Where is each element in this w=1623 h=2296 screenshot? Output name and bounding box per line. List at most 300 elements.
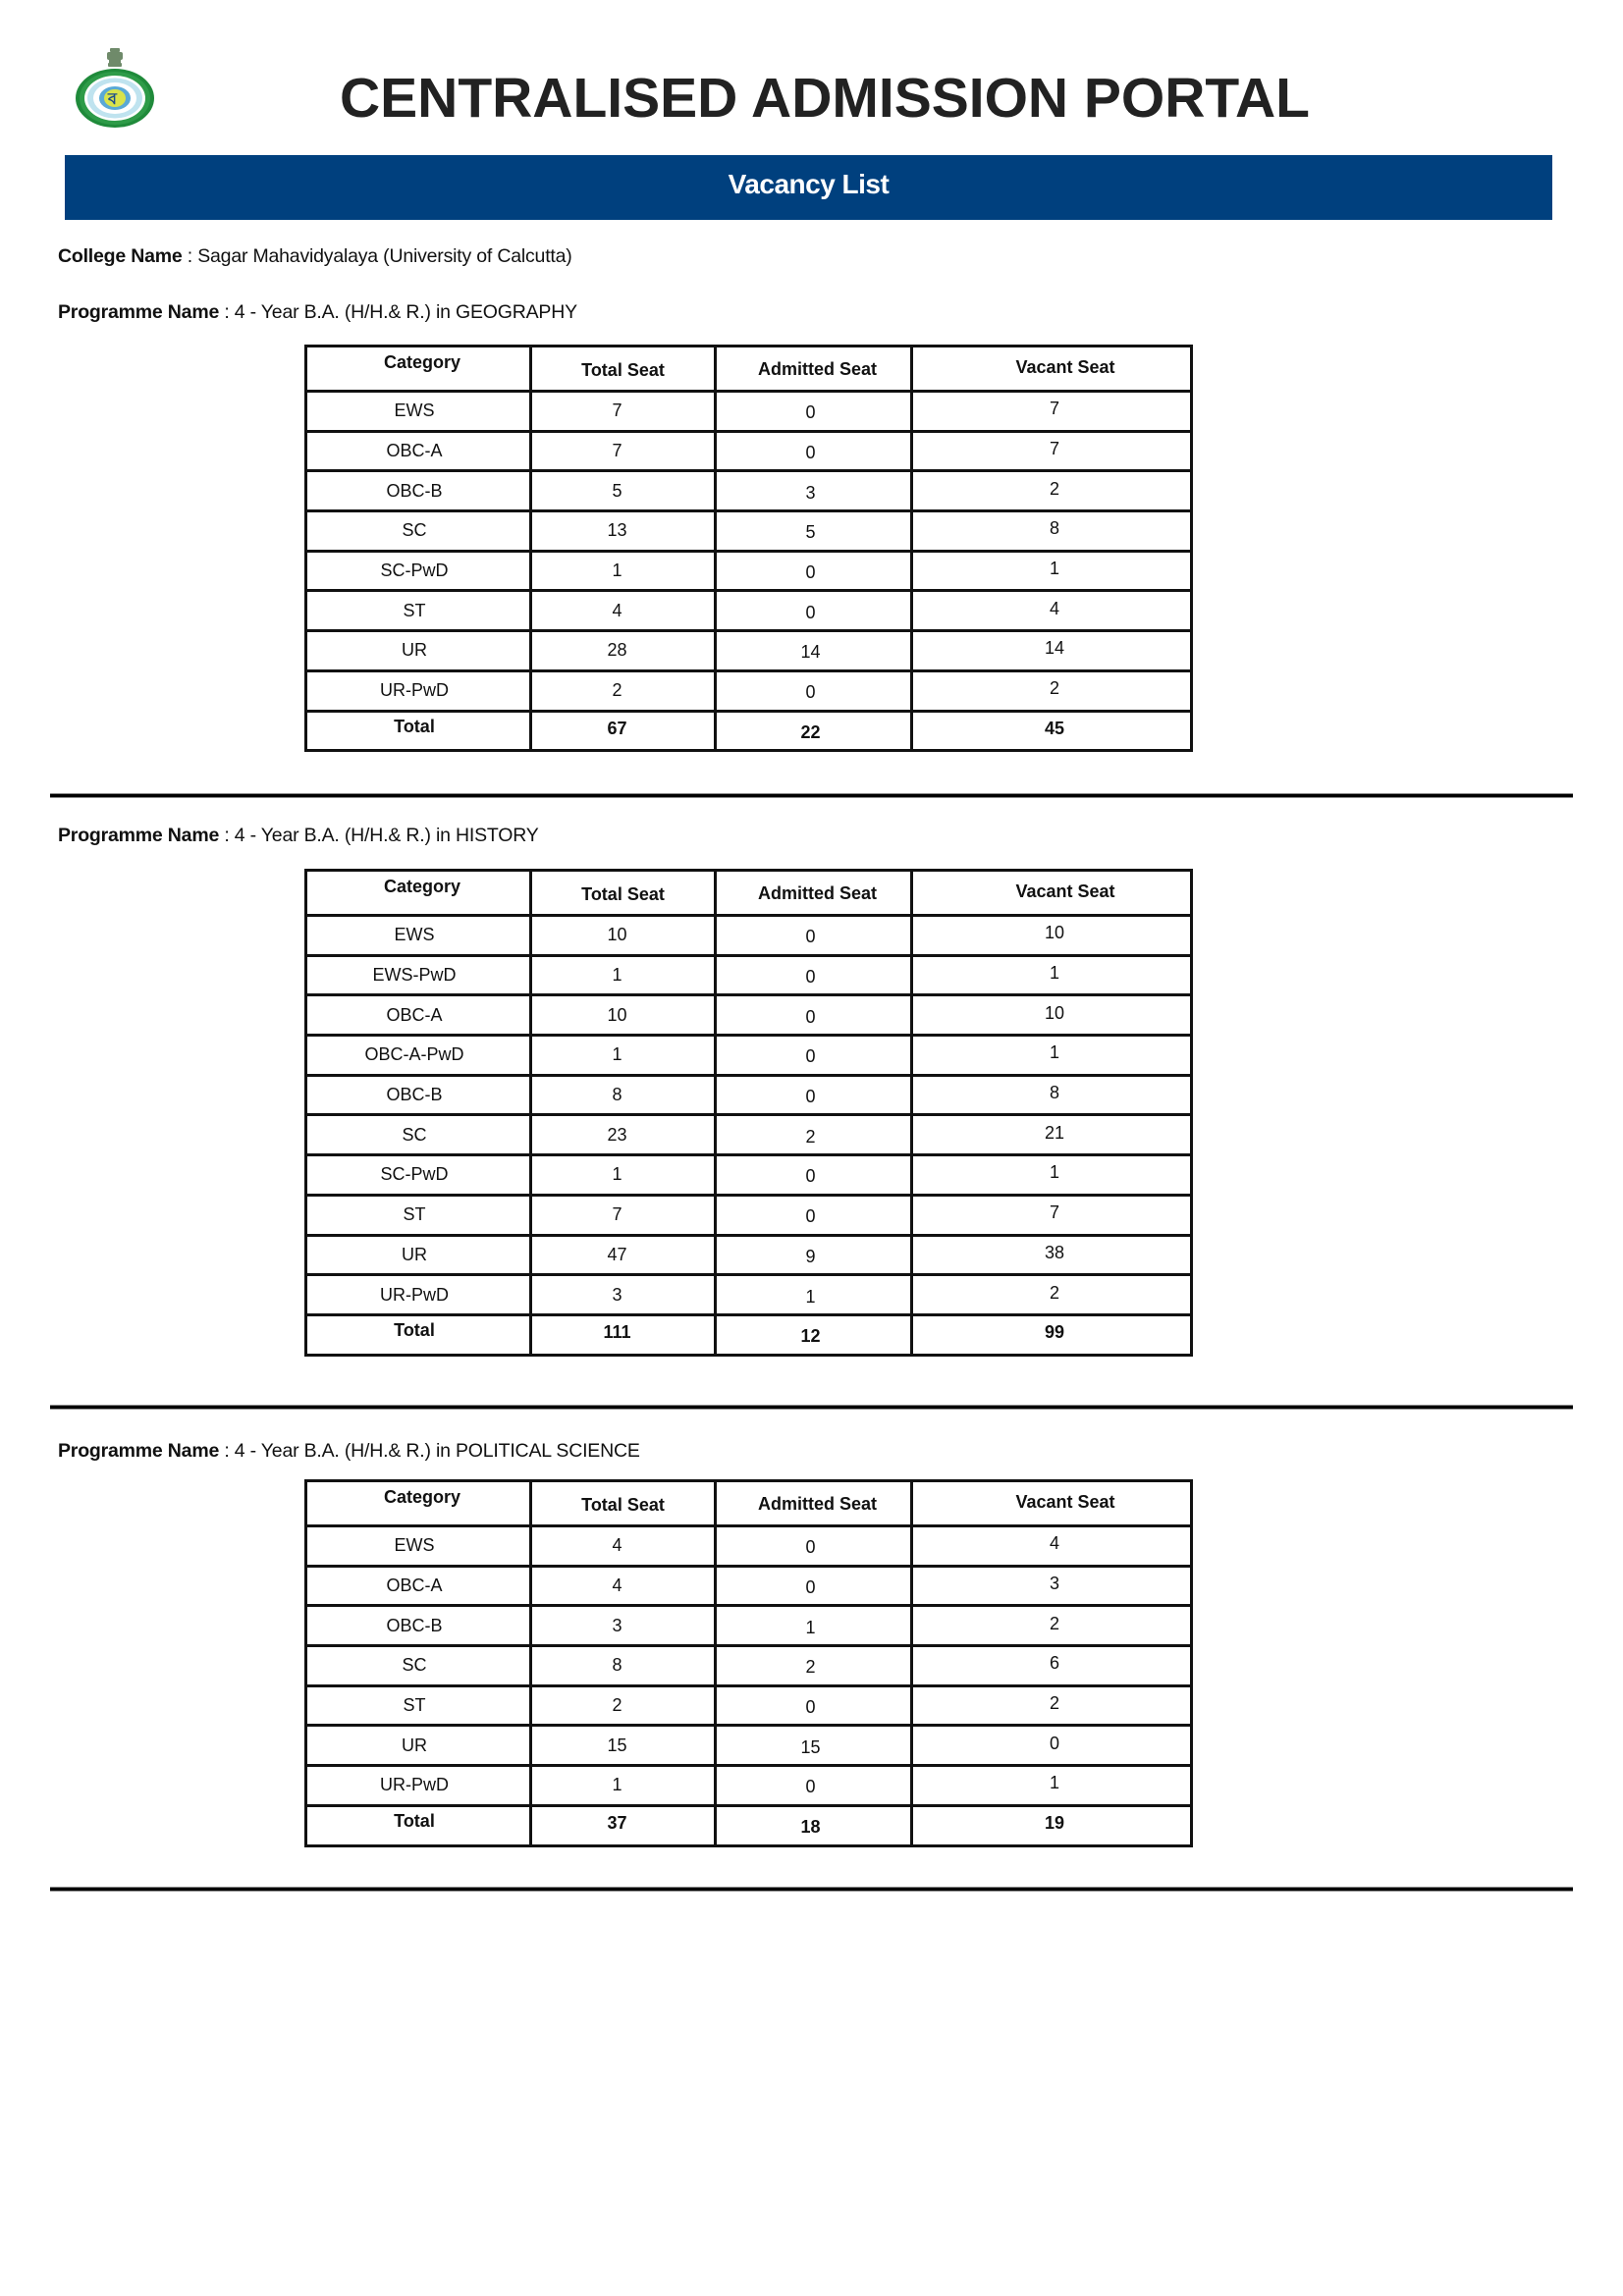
category-cell xyxy=(306,631,531,671)
vacant-seat-cell xyxy=(912,1685,1192,1726)
section-divider xyxy=(50,794,1573,797)
table-row xyxy=(306,1526,1192,1567)
vacant-seat-value: 4 xyxy=(1049,598,1059,618)
total-seat-value: 3 xyxy=(612,1284,622,1305)
college-name-label: College Name xyxy=(58,245,183,267)
category-value: OBC-B xyxy=(386,1615,443,1635)
vacant-seat-value: 19 xyxy=(1044,1813,1065,1834)
vacant-seat-cell xyxy=(912,1766,1192,1806)
programme-name-label: Programme Name xyxy=(58,301,220,323)
admitted-seat-cell xyxy=(716,1526,912,1567)
category-cell xyxy=(306,1566,531,1606)
category-cell xyxy=(306,1646,531,1686)
admitted-seat-cell xyxy=(716,1235,912,1275)
total-seat-cell xyxy=(531,955,716,995)
total-seat-value: 7 xyxy=(612,400,622,421)
vacant-seat-value: 2 xyxy=(1049,1613,1059,1633)
admitted-seat-cell xyxy=(716,1646,912,1686)
admitted-seat-cell xyxy=(716,916,912,956)
admitted-seat-cell xyxy=(716,1805,912,1845)
svg-text:ব: ব xyxy=(108,89,117,108)
admitted-seat-value: 0 xyxy=(805,1777,816,1797)
table-row xyxy=(306,1726,1192,1766)
vacant-seat-value: 21 xyxy=(1044,1122,1065,1143)
vacant-seat-value: 8 xyxy=(1049,1083,1059,1103)
vacant-seat-value: 2 xyxy=(1049,1282,1059,1303)
section-divider xyxy=(50,1888,1573,1891)
category-cell xyxy=(306,1766,531,1806)
vacant-seat-value: 1 xyxy=(1049,1773,1059,1793)
programme-name-separator: : xyxy=(219,825,235,846)
vacancy-list-banner xyxy=(65,155,1552,220)
column-header-label: Total Seat xyxy=(581,1495,665,1515)
category-cell xyxy=(306,1685,531,1726)
total-seat-value: 10 xyxy=(607,925,627,945)
category-value: ST xyxy=(403,600,426,620)
category-value: SC xyxy=(402,1124,427,1145)
total-seat-value: 37 xyxy=(607,1813,627,1834)
vacant-seat-value: 6 xyxy=(1049,1653,1059,1674)
admitted-seat-cell xyxy=(716,1314,912,1355)
total-seat-value: 2 xyxy=(612,1695,622,1716)
vacant-seat-cell xyxy=(912,1235,1192,1275)
programme-name-line xyxy=(58,826,539,845)
college-name-line xyxy=(58,246,572,266)
total-seat-cell xyxy=(531,1726,716,1766)
admitted-seat-value: 14 xyxy=(800,642,821,663)
category-cell xyxy=(306,591,531,631)
admitted-seat-value: 0 xyxy=(805,402,816,423)
total-seat-cell xyxy=(531,431,716,471)
category-value: Total xyxy=(394,716,435,736)
total-seat-value: 3 xyxy=(612,1615,622,1635)
admitted-seat-cell xyxy=(716,631,912,671)
category-cell xyxy=(306,995,531,1036)
total-seat-value: 7 xyxy=(612,441,622,461)
total-seat-cell xyxy=(531,1566,716,1606)
category-value: EWS xyxy=(394,1535,435,1556)
column-header-label: Category xyxy=(383,1487,461,1507)
admitted-seat-value: 1 xyxy=(805,1286,816,1307)
admitted-seat-value: 0 xyxy=(805,1697,816,1718)
admitted-seat-value: 5 xyxy=(805,522,816,543)
category-cell xyxy=(306,1155,531,1196)
west-bengal-government-seal-icon xyxy=(73,45,159,130)
vacant-seat-cell xyxy=(912,1526,1192,1567)
vacant-seat-cell xyxy=(912,511,1192,552)
category-cell xyxy=(306,1726,531,1766)
page-title: CENTRALISED ADMISSION PORTAL xyxy=(339,67,1310,130)
vacant-seat-value: 99 xyxy=(1044,1322,1065,1343)
admitted-seat-value: 15 xyxy=(800,1736,821,1757)
total-seat-value: 8 xyxy=(612,1085,622,1105)
table-row xyxy=(306,1766,1192,1806)
column-header-admitted-seat xyxy=(716,1481,912,1526)
vacant-seat-value: 7 xyxy=(1049,399,1059,419)
vacant-seat-value: 2 xyxy=(1049,478,1059,499)
vacancy-table-geography xyxy=(304,345,1193,752)
vacant-seat-cell xyxy=(912,955,1192,995)
category-value: SC xyxy=(402,520,427,541)
column-header-admitted-seat xyxy=(716,347,912,392)
admitted-seat-value: 0 xyxy=(805,682,816,703)
total-seat-cell xyxy=(531,1805,716,1845)
vacant-seat-cell xyxy=(912,631,1192,671)
total-seat-cell xyxy=(531,1036,716,1076)
admitted-seat-value: 0 xyxy=(805,1537,816,1558)
vacant-seat-cell xyxy=(912,1646,1192,1686)
category-cell xyxy=(306,1195,531,1235)
vacancy-table-political-science xyxy=(304,1479,1193,1847)
table-row xyxy=(306,631,1192,671)
column-header-label: Vacant Seat xyxy=(1015,357,1115,377)
programme-name-line xyxy=(58,1441,640,1461)
table-header-row xyxy=(306,871,1192,916)
category-value: UR xyxy=(402,640,427,661)
column-header-label: Total Seat xyxy=(581,884,665,904)
table-row xyxy=(306,1115,1192,1155)
banner-title: Vacancy List xyxy=(728,169,890,199)
table-row xyxy=(306,1685,1192,1726)
total-seat-value: 4 xyxy=(612,1535,622,1556)
admitted-seat-cell xyxy=(716,1275,912,1315)
column-header-label: Admitted Seat xyxy=(757,359,878,379)
table-row xyxy=(306,995,1192,1036)
vacant-seat-value: 4 xyxy=(1049,1533,1059,1554)
category-cell xyxy=(306,955,531,995)
vacant-seat-value: 2 xyxy=(1049,1693,1059,1714)
vacant-seat-value: 1 xyxy=(1049,559,1059,579)
national-emblem-icon xyxy=(107,48,123,67)
admitted-seat-cell xyxy=(716,711,912,751)
total-seat-cell xyxy=(531,1526,716,1567)
admitted-seat-cell xyxy=(716,995,912,1036)
total-seat-value: 4 xyxy=(612,600,622,620)
vacant-seat-cell xyxy=(912,916,1192,956)
category-value: SC xyxy=(402,1655,427,1676)
table-header-row xyxy=(306,1481,1192,1526)
total-seat-value: 111 xyxy=(603,1322,631,1343)
admitted-seat-value: 2 xyxy=(805,1657,816,1678)
admitted-seat-value: 3 xyxy=(805,482,816,503)
column-header-label: Category xyxy=(383,352,461,372)
admitted-seat-value: 0 xyxy=(805,443,816,463)
admitted-seat-value: 0 xyxy=(805,1087,816,1107)
category-value: EWS-PwD xyxy=(372,965,457,986)
column-header-label: Admitted Seat xyxy=(757,883,878,903)
column-header-total-seat xyxy=(531,347,716,392)
table-row xyxy=(306,591,1192,631)
vacant-seat-cell xyxy=(912,1314,1192,1355)
table-row xyxy=(306,1155,1192,1196)
category-cell xyxy=(306,916,531,956)
total-seat-cell xyxy=(531,1766,716,1806)
column-header-label: Vacant Seat xyxy=(1015,1492,1115,1512)
vacant-seat-cell xyxy=(912,1036,1192,1076)
category-cell xyxy=(306,392,531,432)
column-header-label: Admitted Seat xyxy=(757,1494,878,1514)
vacant-seat-value: 10 xyxy=(1044,1002,1065,1023)
category-cell xyxy=(306,1606,531,1646)
admitted-seat-value: 2 xyxy=(805,1126,816,1147)
total-seat-value: 8 xyxy=(612,1655,622,1676)
category-cell xyxy=(306,1314,531,1355)
vacant-seat-cell xyxy=(912,1805,1192,1845)
vacant-seat-cell xyxy=(912,670,1192,711)
category-value: Total xyxy=(394,1320,435,1341)
vacant-seat-cell xyxy=(912,551,1192,591)
column-header-total-seat xyxy=(531,1481,716,1526)
column-header-category xyxy=(306,347,531,392)
vacant-seat-value: 7 xyxy=(1049,439,1059,459)
table-row xyxy=(306,955,1192,995)
admitted-seat-value: 12 xyxy=(800,1326,821,1347)
total-seat-value: 1 xyxy=(612,1164,622,1185)
vacant-seat-cell xyxy=(912,1275,1192,1315)
programme-name-label: Programme Name xyxy=(58,1440,220,1462)
total-seat-cell xyxy=(531,1275,716,1315)
vacant-seat-cell xyxy=(912,471,1192,511)
total-seat-cell xyxy=(531,1155,716,1196)
category-value: OBC-A-PwD xyxy=(364,1044,464,1065)
admitted-seat-cell xyxy=(716,670,912,711)
programme-name-line xyxy=(58,302,577,322)
vacant-seat-cell xyxy=(912,1566,1192,1606)
total-seat-value: 47 xyxy=(607,1244,627,1264)
vacant-seat-value: 45 xyxy=(1044,718,1065,738)
category-cell xyxy=(306,1526,531,1567)
vacant-seat-value: 3 xyxy=(1049,1574,1059,1594)
category-value: SC-PwD xyxy=(380,1164,449,1185)
admitted-seat-value: 9 xyxy=(805,1246,816,1266)
admitted-seat-cell xyxy=(716,1115,912,1155)
admitted-seat-value: 0 xyxy=(805,562,816,583)
vacant-seat-cell xyxy=(912,431,1192,471)
column-header-label: Category xyxy=(383,877,461,896)
admitted-seat-cell xyxy=(716,471,912,511)
vacant-seat-cell xyxy=(912,1606,1192,1646)
table-row xyxy=(306,916,1192,956)
total-seat-cell xyxy=(531,1314,716,1355)
table-row xyxy=(306,1235,1192,1275)
total-seat-value: 10 xyxy=(607,1004,627,1025)
admitted-seat-cell xyxy=(716,1606,912,1646)
category-cell xyxy=(306,471,531,511)
vacant-seat-value: 14 xyxy=(1044,638,1065,659)
admitted-seat-cell xyxy=(716,392,912,432)
category-value: OBC-A xyxy=(386,1004,443,1025)
category-cell xyxy=(306,511,531,552)
category-cell xyxy=(306,670,531,711)
table-row xyxy=(306,1036,1192,1076)
category-value: EWS xyxy=(394,400,435,421)
vacant-seat-value: 7 xyxy=(1049,1202,1059,1223)
total-seat-cell xyxy=(531,1075,716,1115)
admitted-seat-cell xyxy=(716,1566,912,1606)
table-total-row xyxy=(306,711,1192,751)
total-seat-value: 23 xyxy=(607,1124,627,1145)
total-seat-cell xyxy=(531,1646,716,1686)
table-row xyxy=(306,670,1192,711)
column-header-admitted-seat xyxy=(716,871,912,916)
total-seat-value: 7 xyxy=(612,1204,622,1225)
table-row xyxy=(306,551,1192,591)
category-cell xyxy=(306,1036,531,1076)
total-seat-value: 1 xyxy=(612,965,622,986)
table-row xyxy=(306,392,1192,432)
category-value: SC-PwD xyxy=(380,561,449,581)
category-value: OBC-A xyxy=(386,1575,443,1596)
category-value: UR-PwD xyxy=(380,1775,449,1795)
admitted-seat-cell xyxy=(716,1726,912,1766)
category-value: UR-PwD xyxy=(380,1284,449,1305)
column-header-category xyxy=(306,1481,531,1526)
table-row xyxy=(306,1075,1192,1115)
vacancy-table-history xyxy=(304,869,1193,1357)
admitted-seat-cell xyxy=(716,511,912,552)
category-value: EWS xyxy=(394,925,435,945)
table-row xyxy=(306,1275,1192,1315)
admitted-seat-cell xyxy=(716,551,912,591)
programme-name-separator: : xyxy=(219,1440,235,1462)
programme-name-value: 4 - Year B.A. (H/H.& R.) in POLITICAL SCIENCE xyxy=(234,1440,640,1462)
total-seat-value: 4 xyxy=(612,1575,622,1596)
category-value: UR xyxy=(402,1244,427,1264)
admitted-seat-cell xyxy=(716,1195,912,1235)
vacant-seat-value: 1 xyxy=(1049,1042,1059,1063)
column-header-vacant-seat xyxy=(912,347,1192,392)
total-seat-cell xyxy=(531,1685,716,1726)
total-seat-cell xyxy=(531,551,716,591)
total-seat-value: 15 xyxy=(607,1735,627,1755)
category-value: UR xyxy=(402,1735,427,1755)
vacant-seat-value: 0 xyxy=(1049,1733,1059,1753)
category-cell xyxy=(306,711,531,751)
column-header-label: Total Seat xyxy=(581,360,665,380)
total-seat-cell xyxy=(531,392,716,432)
category-value: Total xyxy=(394,1811,435,1832)
vacant-seat-cell xyxy=(912,1726,1192,1766)
vacant-seat-value: 8 xyxy=(1049,518,1059,539)
section-divider xyxy=(50,1406,1573,1409)
table-row xyxy=(306,471,1192,511)
total-seat-value: 1 xyxy=(612,1044,622,1065)
total-seat-cell xyxy=(531,670,716,711)
vacant-seat-cell xyxy=(912,1195,1192,1235)
total-seat-cell xyxy=(531,1606,716,1646)
table-row xyxy=(306,1646,1192,1686)
total-seat-value: 5 xyxy=(612,480,622,501)
admitted-seat-value: 0 xyxy=(805,1166,816,1187)
admitted-seat-value: 22 xyxy=(800,721,821,742)
vacant-seat-value: 2 xyxy=(1049,678,1059,699)
total-seat-value: 2 xyxy=(612,680,622,701)
admitted-seat-value: 18 xyxy=(800,1817,821,1838)
programme-name-label: Programme Name xyxy=(58,825,220,846)
total-seat-cell xyxy=(531,1115,716,1155)
vacant-seat-value: 1 xyxy=(1049,963,1059,984)
admitted-seat-value: 0 xyxy=(805,602,816,622)
admitted-seat-cell xyxy=(716,1036,912,1076)
total-seat-cell xyxy=(531,591,716,631)
vacant-seat-cell xyxy=(912,1115,1192,1155)
category-cell xyxy=(306,1235,531,1275)
admitted-seat-value: 0 xyxy=(805,1006,816,1027)
category-cell xyxy=(306,1805,531,1845)
admitted-seat-value: 0 xyxy=(805,1206,816,1227)
programme-name-separator: : xyxy=(219,301,235,323)
total-seat-cell xyxy=(531,711,716,751)
column-header-label: Vacant Seat xyxy=(1015,881,1115,901)
total-seat-cell xyxy=(531,916,716,956)
category-value: UR-PwD xyxy=(380,680,449,701)
total-seat-cell xyxy=(531,511,716,552)
table-row xyxy=(306,1606,1192,1646)
admitted-seat-cell xyxy=(716,591,912,631)
admitted-seat-value: 0 xyxy=(805,927,816,947)
vacant-seat-cell xyxy=(912,1155,1192,1196)
admitted-seat-cell xyxy=(716,1075,912,1115)
college-name-separator: : xyxy=(182,245,198,267)
admitted-seat-cell xyxy=(716,1155,912,1196)
total-seat-value: 28 xyxy=(607,640,627,661)
table-row xyxy=(306,1566,1192,1606)
category-cell xyxy=(306,1115,531,1155)
admitted-seat-value: 0 xyxy=(805,967,816,988)
admitted-seat-value: 1 xyxy=(805,1617,816,1637)
table-header-row xyxy=(306,347,1192,392)
admitted-seat-value: 0 xyxy=(805,1577,816,1598)
total-seat-cell xyxy=(531,1195,716,1235)
table-row xyxy=(306,431,1192,471)
vacant-seat-value: 38 xyxy=(1044,1242,1065,1262)
vacant-seat-value: 10 xyxy=(1044,923,1065,943)
total-seat-cell xyxy=(531,631,716,671)
column-header-vacant-seat xyxy=(912,1481,1192,1526)
vacant-seat-cell xyxy=(912,711,1192,751)
vacant-seat-cell xyxy=(912,591,1192,631)
table-total-row xyxy=(306,1314,1192,1355)
total-seat-cell xyxy=(531,995,716,1036)
programme-name-value: 4 - Year B.A. (H/H.& R.) in GEOGRAPHY xyxy=(234,301,577,323)
category-cell xyxy=(306,431,531,471)
category-value: ST xyxy=(403,1695,426,1716)
category-value: OBC-B xyxy=(386,1085,443,1105)
total-seat-value: 13 xyxy=(607,520,627,541)
column-header-category xyxy=(306,871,531,916)
total-seat-value: 67 xyxy=(607,718,627,738)
total-seat-value: 1 xyxy=(612,1775,622,1795)
category-cell xyxy=(306,1075,531,1115)
vacant-seat-cell xyxy=(912,1075,1192,1115)
category-value: OBC-A xyxy=(386,441,443,461)
admitted-seat-cell xyxy=(716,1766,912,1806)
admitted-seat-value: 0 xyxy=(805,1046,816,1067)
total-seat-cell xyxy=(531,1235,716,1275)
vacant-seat-cell xyxy=(912,392,1192,432)
table-total-row xyxy=(306,1805,1192,1845)
vacant-seat-value: 1 xyxy=(1049,1162,1059,1183)
programme-name-value: 4 - Year B.A. (H/H.& R.) in HISTORY xyxy=(234,825,539,846)
college-name-value: Sagar Mahavidyalaya (University of Calcutta) xyxy=(197,245,572,267)
category-cell xyxy=(306,551,531,591)
category-value: ST xyxy=(403,1204,426,1225)
vacant-seat-cell xyxy=(912,995,1192,1036)
total-seat-value: 1 xyxy=(612,561,622,581)
admitted-seat-cell xyxy=(716,955,912,995)
category-value: OBC-B xyxy=(386,480,443,501)
admitted-seat-cell xyxy=(716,431,912,471)
